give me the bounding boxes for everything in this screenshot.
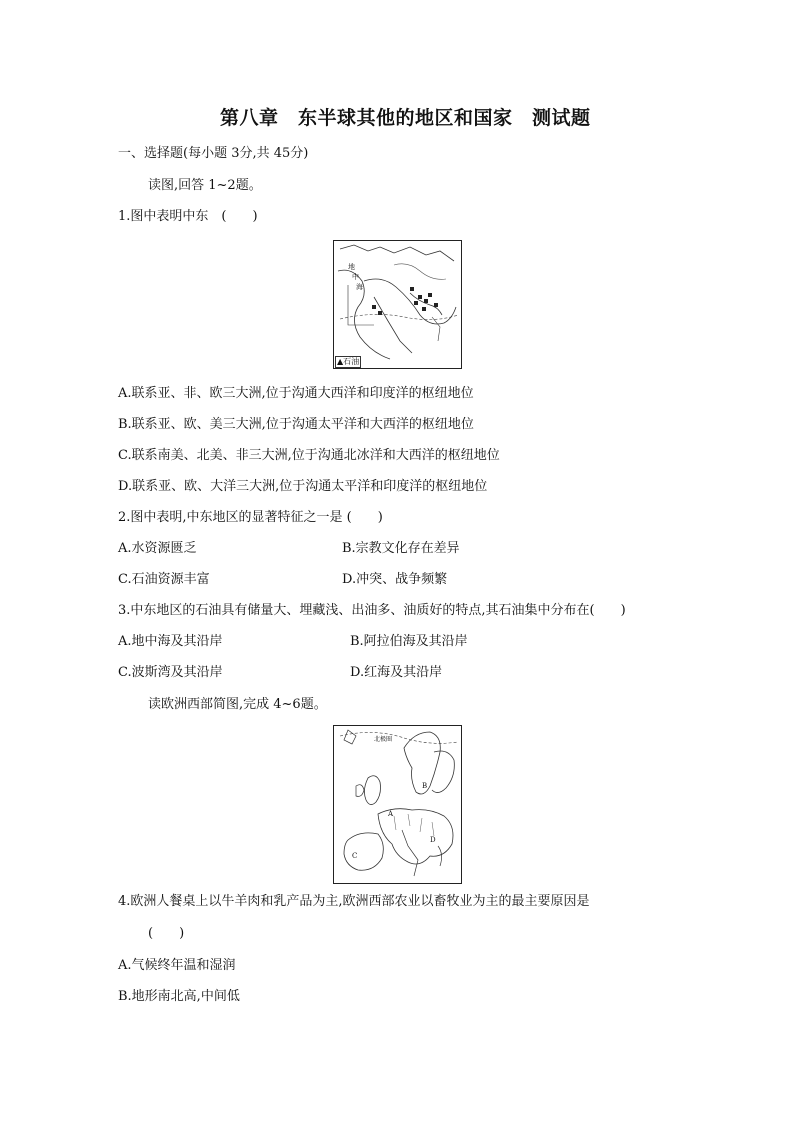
map2-label-c: C <box>352 852 358 860</box>
question-2-option-a: A.水资源匮乏 <box>118 541 197 556</box>
question-3-option-a: A.地中海及其沿岸 <box>118 634 223 649</box>
question-1-option-d: D.联系亚、欧、大洋三大洲,位于沟通太平洋和印度洋的枢纽地位 <box>118 479 488 494</box>
question-4-option-b: B.地形南北高,中间低 <box>118 989 240 1004</box>
question-1-option-a: A.联系亚、非、欧三大洲,位于沟通大西洋和印度洋的枢纽地位 <box>118 386 474 401</box>
question-3-stem: 3.中东地区的石油具有储量大、埋藏浅、出油多、油质好的特点,其石油集中分布在( ) <box>118 603 626 618</box>
map1-label-sea-3: 海 <box>356 283 363 291</box>
map2-label-d: D <box>430 836 436 844</box>
question-1-option-b: B.联系亚、欧、美三大洲,位于沟通太平洋和大西洋的枢纽地位 <box>118 417 474 432</box>
reading-prompt-2: 读欧洲西部简图,完成 4~6题。 <box>148 697 327 712</box>
middle-east-map <box>333 240 462 369</box>
question-1-stem: 1.图中表明中东 ( ) <box>118 209 258 224</box>
section-heading: 一、选择题(每小题 3分,共 45分) <box>118 146 309 161</box>
western-europe-map <box>333 725 462 884</box>
question-4-stem-cont: ( ) <box>148 926 185 941</box>
map1-label-sea-2: 中 <box>352 273 359 281</box>
question-3-option-c: C.波斯湾及其沿岸 <box>118 665 223 680</box>
question-2-option-b: B.宗教文化存在差异 <box>342 541 460 556</box>
map2-label-a: A <box>388 810 394 818</box>
question-3-option-d: D.红海及其沿岸 <box>350 665 443 680</box>
map2-label-b: B <box>422 782 428 790</box>
question-2-option-c: C.石油资源丰富 <box>118 572 210 587</box>
question-4-option-a: A.气候终年温和湿润 <box>118 958 236 973</box>
question-3-option-b: B.阿拉伯海及其沿岸 <box>350 634 468 649</box>
map2-label-arctic-circle: 北极圈 <box>374 736 393 743</box>
middle-east-map-drawing <box>334 241 461 368</box>
map1-legend: ▲石油 <box>337 357 360 366</box>
page-title: 第八章 东半球其他的地区和国家 测试题 <box>220 107 591 129</box>
question-2-stem: 2.图中表明,中东地区的显著特征之一是 ( ) <box>118 510 383 525</box>
question-2-option-d: D.冲突、战争频繁 <box>342 572 448 587</box>
question-1-option-c: C.联系南美、北美、非三大洲,位于沟通北冰洋和大西洋的枢纽地位 <box>118 448 500 463</box>
map1-label-sea-1: 地 <box>348 263 355 271</box>
question-4-stem: 4.欧洲人餐桌上以牛羊肉和乳产品为主,欧洲西部农业以畜牧业为主的最主要原因是 <box>118 894 590 909</box>
reading-prompt: 读图,回答 1~2题。 <box>148 178 262 193</box>
